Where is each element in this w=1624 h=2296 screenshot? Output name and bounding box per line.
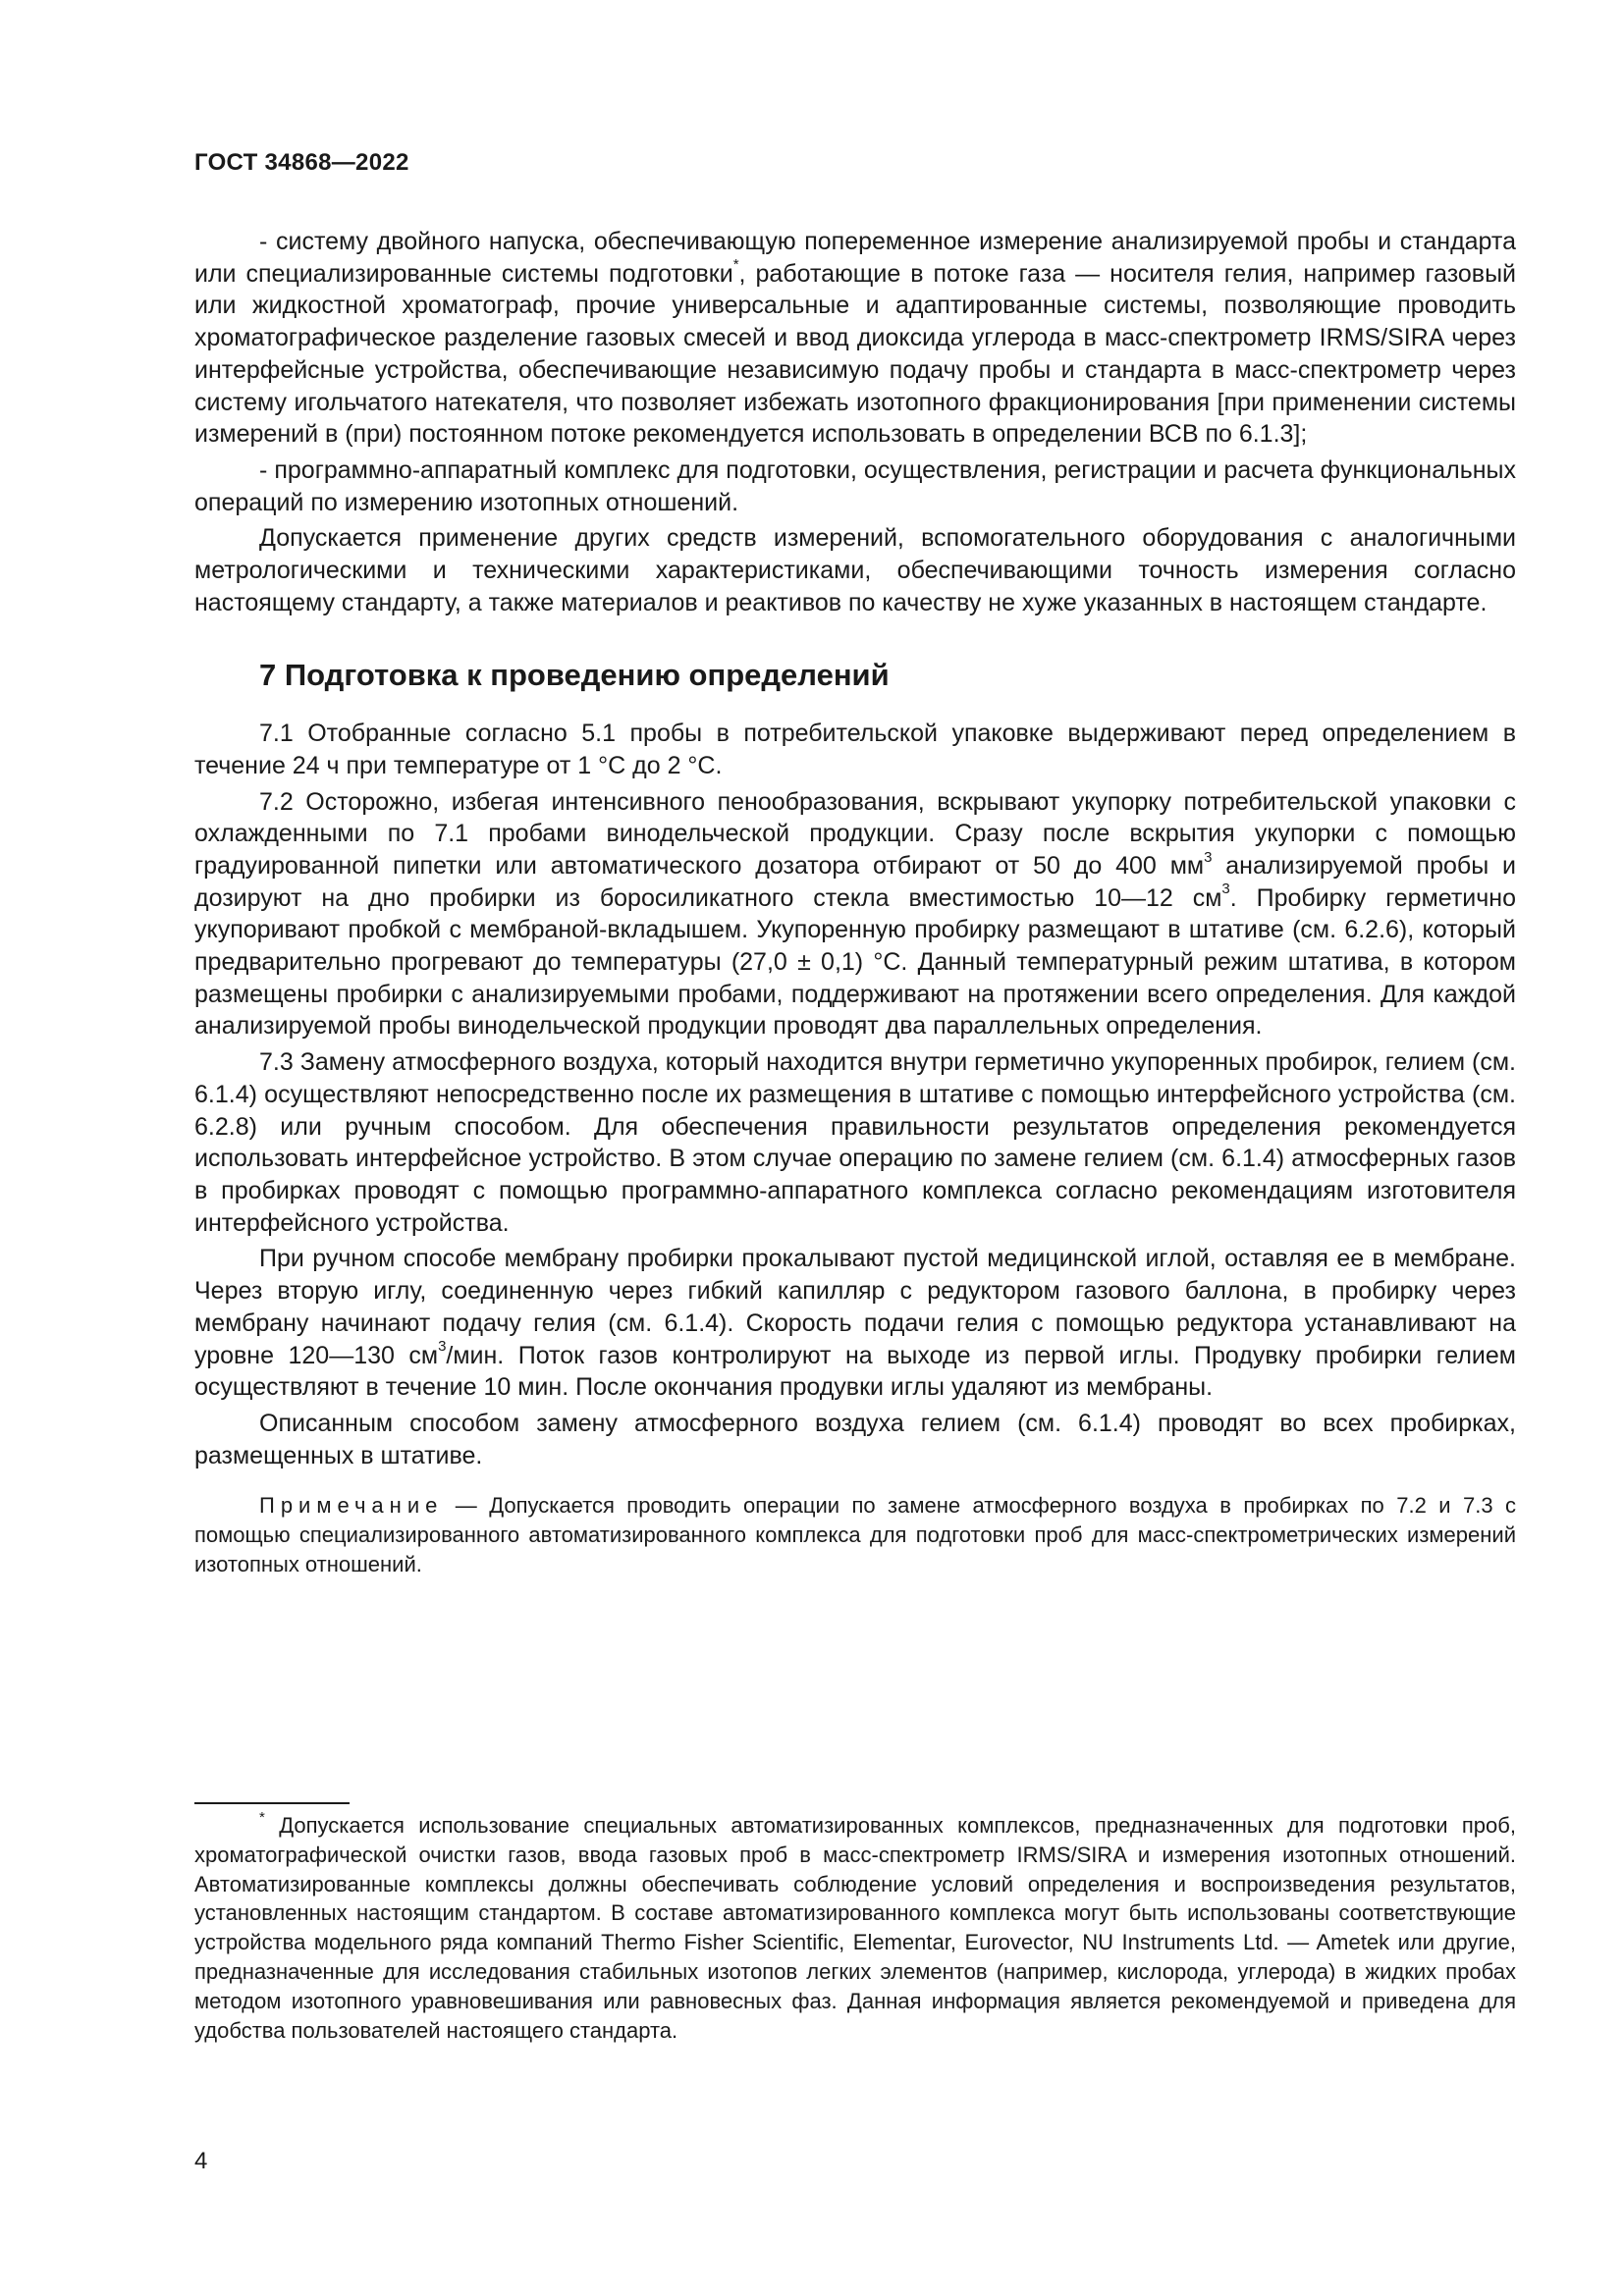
footnote-text: Допускается использование специальных автоматизированных комплексов, предназначенных для подготовки проб, хроматографической очистки газов, ввода газовых проб в масс-спектрометр IRMS/SIRA и измерения изотопных отношений. Автоматизированные комплексы должны обеспечивать соблюдение условий определения и воспроизведения результатов, установленных настоящим стандартом. В составе автоматизированного комплекса могут быть использованы соответствующие устройства модельного ряда компаний Thermo Fisher Scientific, Elementar, Eurovector, NU Instruments Ltd. — Ametek или другие, предназначенные для исследования стабильных изотопов легких элементов (например, кислорода, углерода) в жидких пробах методом изотопного уравновешивания или равновесных фаз. Данная информация является рекомендуемой и приведена для удобства пользователей настоящего стандарта. [194,1813,1516,2043]
page-number: 4 [194,2148,208,2174]
footnote-mark: * [732,256,739,274]
paragraph-all-tubes: Описанным способом замену атмосферного воздуха гелием (см. 6.1.4) проводят во всех пробирках, размещенных в штативе. [194,1409,1516,1469]
note-label: Примечание [259,1493,444,1519]
document-header: ГОСТ 34868—2022 [194,149,409,176]
paragraph-software-complex: - программно-аппаратный комплекс для подготовки, осуществления, регистрации и расчета функциональных операций по измерению изотопных отношений. [194,455,1516,516]
paragraph-7-1: 7.1 Отобранные согласно 5.1 пробы в потребительской упаковке выдерживают перед определением в течение 24 ч при температуре от 1 °С до 2 °С. [194,720,1516,779]
section-title: 7 Подготовка к проведению определений [259,658,890,693]
paragraph-manual-method: При ручном способе мембрану пробирки прокалывают пустой медицинской иглой, оставляя ее в мембране. Через вторую иглу, соединенную через гибкий капилляр с редуктором газового баллона, в пробирку через мембрану начинают подачу гелия (см. 6.1.4). Скорость подачи гелия с помощью редуктора устанавливают на уровне 120—130 $см^3$/мин. Поток газов контролируют на выходе из первой иглы. Продувку пробирки гелием осуществляют в течение 10 мин. После окончания продувки иглы удаляют из мембраны. [194,1245,1516,1402]
footnote [194,1808,1516,2045]
note [194,1491,1516,1579]
footnote-divider [194,1802,350,1804]
paragraph-7-2: 7.2 Осторожно, избегая интенсивного пенообразования, вскрывают укупорку потребительской упаковки с охлажденными по 7.1 пробами винодельческой продукции. Сразу после вскрытия укупорки с помощью градуированной пипетки или автоматического дозатора отбирают от 50 до 400 $мм^3$ анализируемой пробы и дозируют на дно пробирки из боросиликатного стекла вместимостью 10—12 $см^3$. Пробирку герметично укупоривают пробкой с мембраной-вкладышем. Укупоренную пробирку размещают в штативе (см. 6.2.6), который предварительно прогревают до температуры (27,0 ± 0,1) °С. Данный температурный режим штатива, в котором размещены пробирки с анализируемыми пробами, поддерживают на протяжении всего определения. Для каждой анализируемой пробы винодельческой продукции проводят два параллельных определения. [194,787,1516,1041]
note-text: — Допускается проводить операции по замене атмосферного воздуха в пробирках по 7.2 и 7.3 с помощью специализированного автоматизированного комплекса для подготовки проб для масс-спектрометрических измерений изотопных отношений. [194,1493,1516,1577]
paragraph-7-3: 7.3 Замену атмосферного воздуха, который находится внутри герметично укупоренных пробирок, гелием (см. 6.1.4) осуществляют непосредственно после их размещения в штативе с помощью интерфейсного устройства (см. 6.2.8) или ручным способом. Для обеспечения правильности результатов определения рекомендуется использовать интерфейсное устройство. В этом случае операцию по замене гелием (см. 6.1.4) атмосферных газов в пробирках проводят с помощью программно-аппаратного комплекса согласно рекомендациям изготовителя интерфейсного устройства. [194,1048,1516,1237]
main-text [194,226,1516,1579]
paragraph-dual-inlet: - систему двойного напуска, обеспечивающую попеременное измерение анализируемой пробы и стандарта или специализированные системы подготовки*, работающие в потоке газа — носителя гелия, например газовый или жидкостной хроматограф, прочие универсальные и адаптированные системы, позволяющие проводить хроматографическое разделение газовых смесей и ввод диоксида углерода в масс-спектрометр IRMS/SIRA через интерфейсные устройства, обеспечивающие независимую подачу пробы и стандарта в масс-спектрометр через систему игольчатого натекателя, что позволяет избежать изотопного фракционирования [при применении системы измерений в (при) постоянном потоке рекомендуется использовать в определении ВСВ по 6.1.3]; [194,228,1516,449]
footnote-mark: * [259,1808,265,1826]
paragraph-allowed-equipment: Допускается применение других средств измерений, вспомогательного оборудования с аналогичными метрологическими и техническими характеристиками, обеспечивающими точность измерения согласно настоящему стандарту, а также материалов и реактивов по качеству не хуже указанных в настоящем стандарте. [194,524,1516,616]
